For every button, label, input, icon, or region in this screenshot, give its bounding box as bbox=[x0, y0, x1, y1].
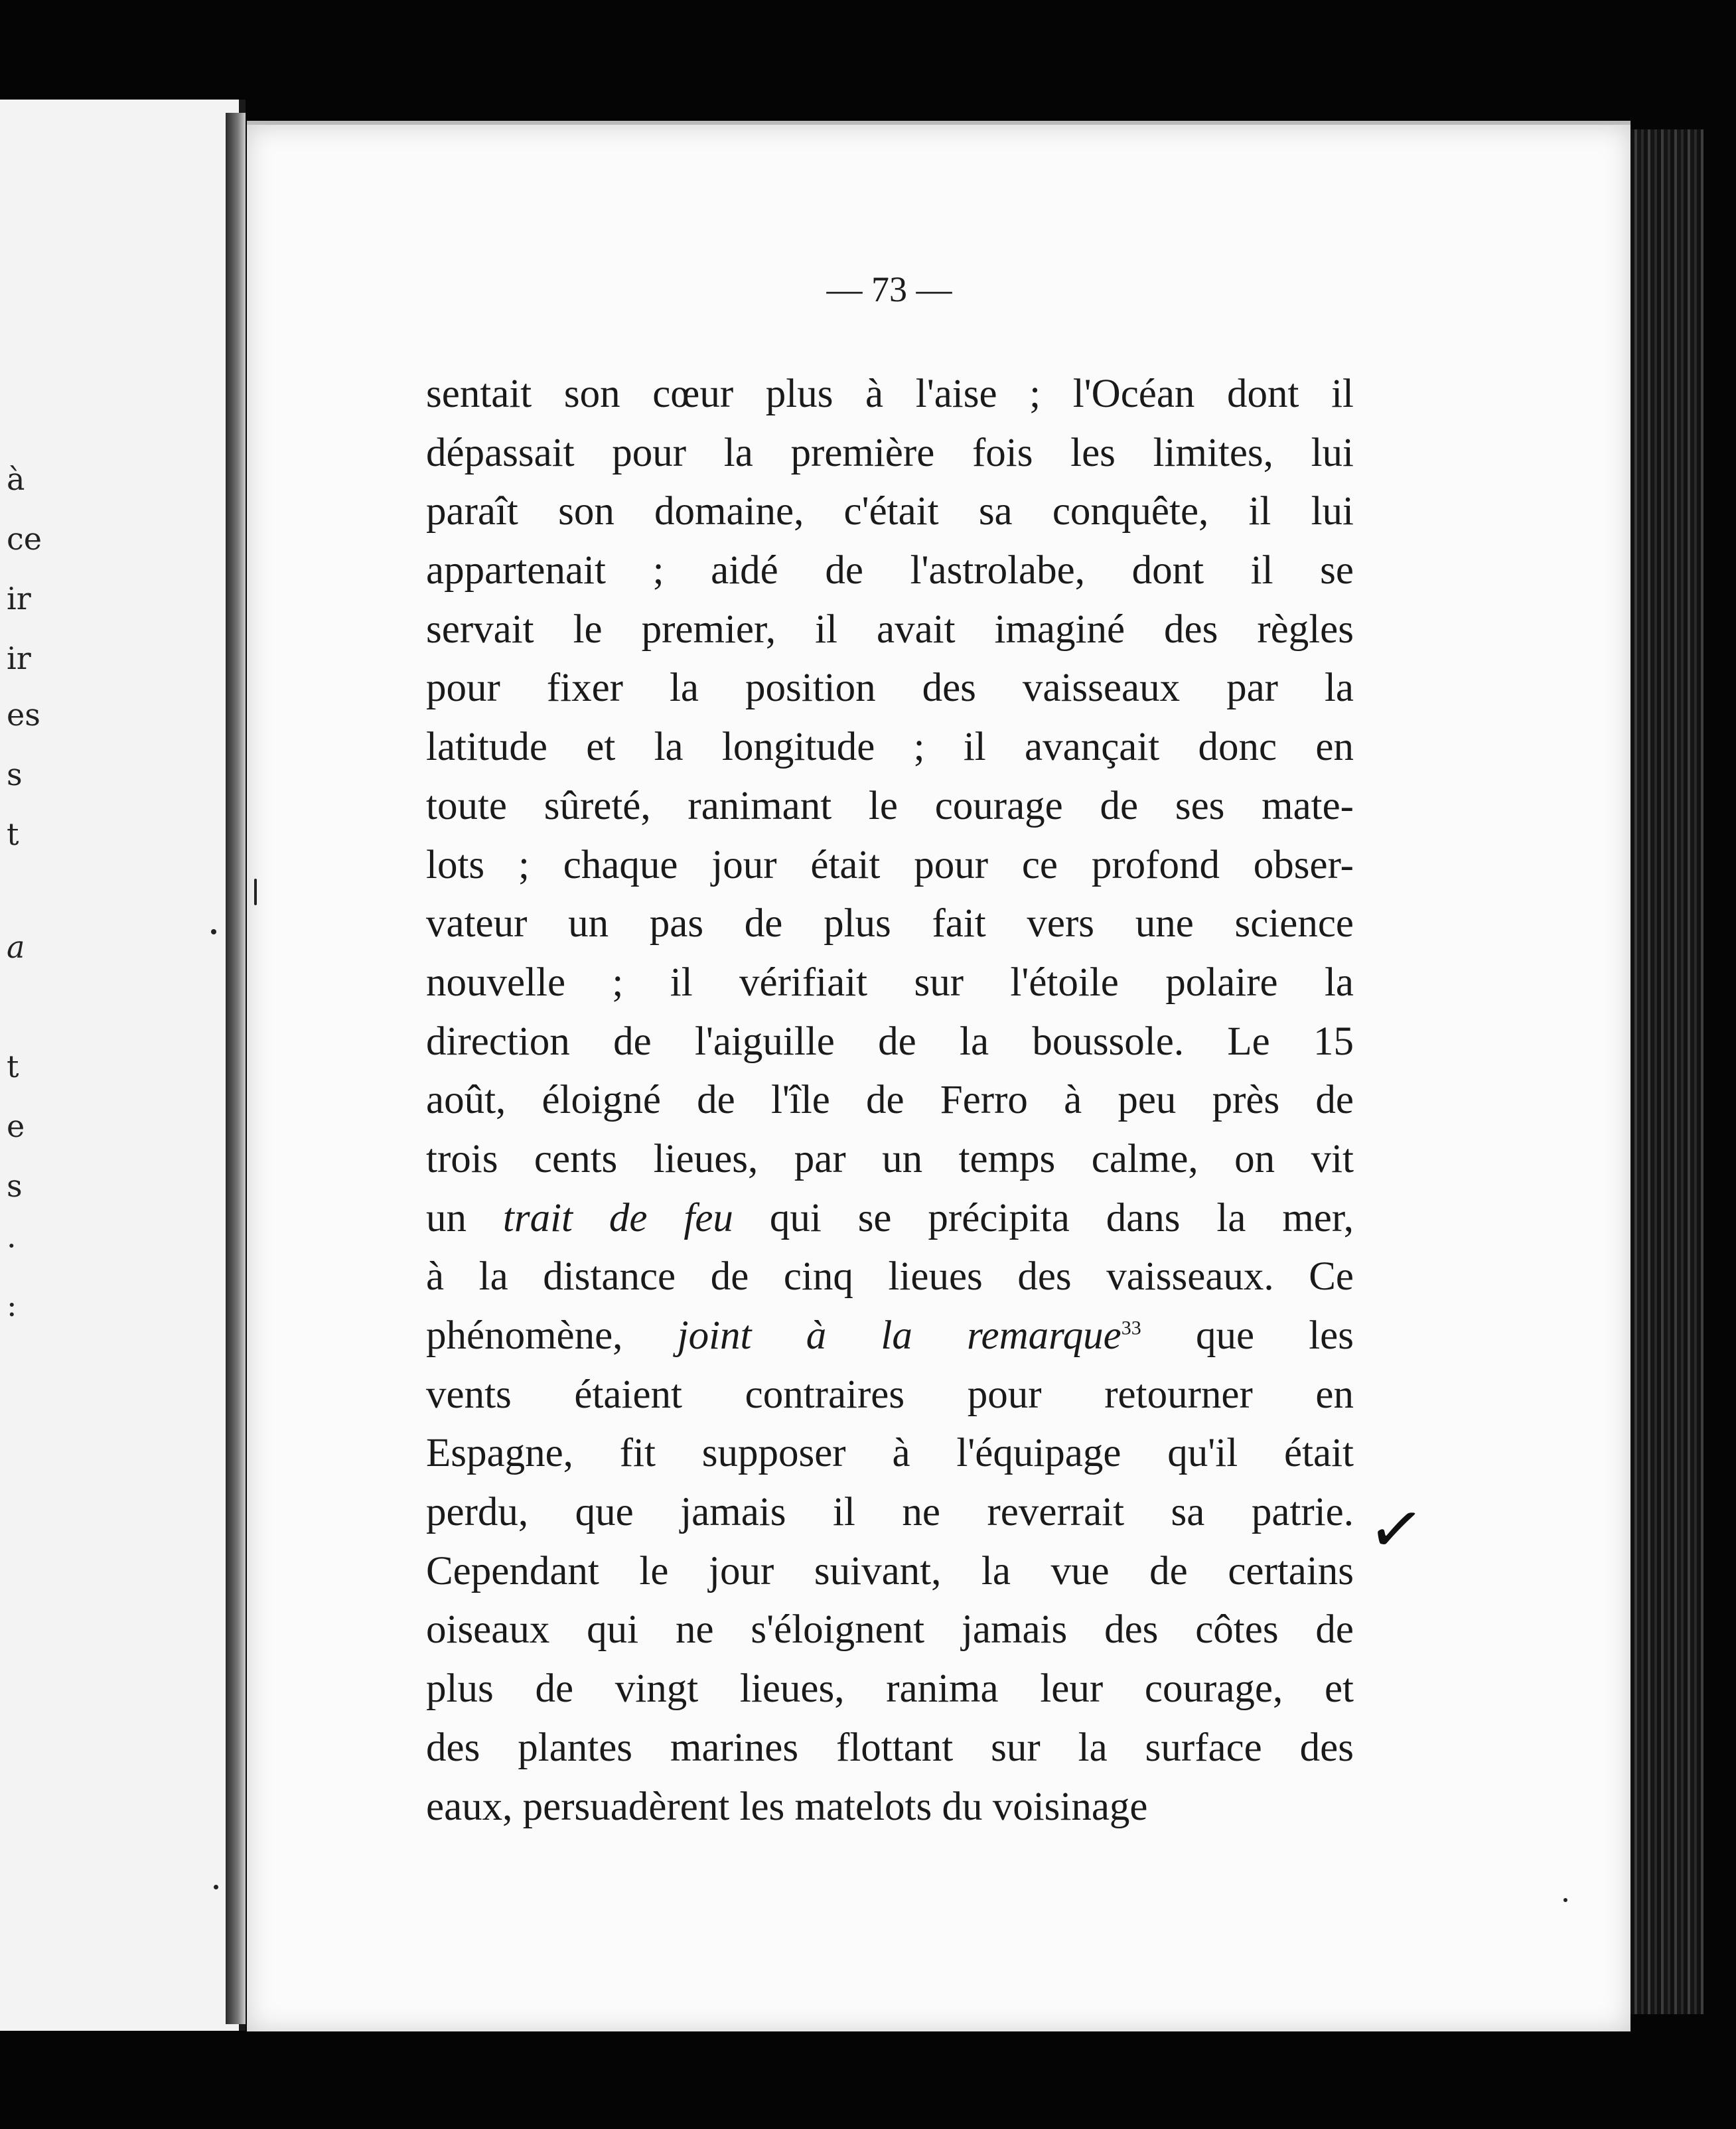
text-segment: Cependant le jour suivant, la vue de certains bbox=[426, 1548, 1354, 1593]
text-segment: appartenait ; aidé de l'astrolabe, dont il se bbox=[426, 548, 1354, 593]
text-line bbox=[426, 659, 1354, 718]
left-page-fragment: · bbox=[7, 1228, 17, 1264]
text-segment: des plantes marines flottant sur la surface des bbox=[426, 1725, 1354, 1770]
text-segment: perdu, que jamais il ne reverrait sa patrie. bbox=[426, 1490, 1354, 1535]
margin-checkmark: ✓ bbox=[1363, 1487, 1429, 1572]
text-line bbox=[426, 1660, 1354, 1719]
text-segment: dépassait pour la première fois les limites, lui bbox=[426, 430, 1354, 475]
text-line bbox=[426, 1719, 1354, 1778]
text-segment: août, éloigné de l'île de Ferro à peu près de bbox=[426, 1078, 1354, 1123]
text-line bbox=[426, 895, 1354, 954]
scan-speck bbox=[1563, 1898, 1567, 1902]
text-line bbox=[426, 1130, 1354, 1189]
text-segment: oiseaux qui ne s'éloignent jamais des côtes de bbox=[426, 1607, 1354, 1652]
text-line bbox=[426, 601, 1354, 660]
italic-phrase: joint à la remarque bbox=[677, 1313, 1121, 1358]
text-segment: nouvelle ; il vérifiait sur l'étoile polaire la bbox=[426, 960, 1354, 1005]
text-segment: latitude et la longitude ; il avançait donc en bbox=[426, 725, 1354, 770]
text-segment: plus de vingt lieues, ranima leur courage, et bbox=[426, 1666, 1354, 1712]
page-body-text bbox=[426, 365, 1354, 1836]
text-segment: paraît son domaine, c'était sa conquête, il lui bbox=[426, 489, 1354, 534]
text-segment: Espagne, fit supposer à l'équipage qu'il était bbox=[426, 1431, 1354, 1476]
text-segment: un bbox=[426, 1195, 503, 1240]
text-line bbox=[426, 482, 1354, 542]
book-gutter bbox=[226, 113, 246, 2024]
text-line bbox=[426, 1483, 1354, 1542]
text-line bbox=[426, 777, 1354, 836]
text-line bbox=[426, 1248, 1354, 1307]
page-edges bbox=[1630, 129, 1703, 2014]
text-line bbox=[426, 1307, 1354, 1366]
left-page-fragment: s bbox=[7, 1168, 23, 1204]
text-line bbox=[426, 954, 1354, 1013]
text-line bbox=[426, 542, 1354, 601]
text-segment: à la distance de cinq lieues des vaisseaux. Ce bbox=[426, 1254, 1354, 1299]
text-segment: qui se précipita dans la mer, bbox=[733, 1195, 1354, 1240]
text-line bbox=[426, 424, 1354, 483]
left-page-fragment: e bbox=[7, 1108, 25, 1144]
text-line bbox=[426, 1778, 1354, 1837]
text-segment: trois cents lieues, par un temps calme, on vit bbox=[426, 1136, 1354, 1181]
page-number: — 73 — bbox=[826, 269, 952, 309]
text-line bbox=[426, 1366, 1354, 1425]
footnote-ref: 33 bbox=[1121, 1317, 1141, 1339]
text-line bbox=[426, 718, 1354, 777]
text-line bbox=[426, 1189, 1354, 1248]
italic-phrase: trait de feu bbox=[502, 1195, 733, 1240]
left-page-fragment: ir bbox=[7, 581, 31, 617]
text-segment: vateur un pas de plus fait vers une science bbox=[426, 901, 1354, 946]
text-segment: lots ; chaque jour était pour ce profond obser- bbox=[426, 842, 1354, 887]
text-segment: direction de l'aiguille de la boussole. Le 15 bbox=[426, 1019, 1354, 1064]
text-segment: sentait son cœur plus à l'aise ; l'Océan dont il bbox=[426, 372, 1354, 416]
scan-speck bbox=[211, 929, 216, 934]
text-line bbox=[426, 1424, 1354, 1483]
left-page-fragment: ir bbox=[7, 640, 31, 676]
text-line bbox=[426, 836, 1354, 895]
text-line bbox=[426, 1601, 1354, 1660]
text-segment: phénomène, bbox=[426, 1313, 678, 1358]
scan-speck bbox=[254, 879, 257, 905]
left-page-fragment: es bbox=[7, 697, 40, 733]
text-line bbox=[426, 1071, 1354, 1130]
text-segment: toute sûreté, ranimant le courage de ses mate- bbox=[426, 783, 1354, 828]
text-segment: pour fixer la position des vaisseaux par la bbox=[426, 666, 1354, 711]
left-page-fragment: a bbox=[7, 929, 25, 965]
left-page-fragment: à bbox=[7, 461, 25, 497]
left-page-fragment: s bbox=[7, 757, 23, 792]
text-line bbox=[426, 1542, 1354, 1601]
text-segment: servait le premier, il avait imaginé des règles bbox=[426, 607, 1354, 652]
text-segment: eaux, persuadèrent les matelots du voisinage bbox=[426, 1784, 1148, 1829]
scan-speck bbox=[214, 1885, 218, 1889]
text-segment: vents étaient contraires pour retourner en bbox=[426, 1372, 1354, 1417]
left-page-fragment: t bbox=[7, 1049, 19, 1084]
left-page-fragment: t bbox=[7, 816, 19, 852]
text-line bbox=[426, 365, 1354, 424]
text-line bbox=[426, 1013, 1354, 1072]
left-page-fragment: : bbox=[7, 1287, 17, 1323]
left-page-fragment: ce bbox=[7, 521, 42, 557]
text-segment: que les bbox=[1141, 1313, 1354, 1358]
left-page bbox=[0, 100, 246, 2031]
